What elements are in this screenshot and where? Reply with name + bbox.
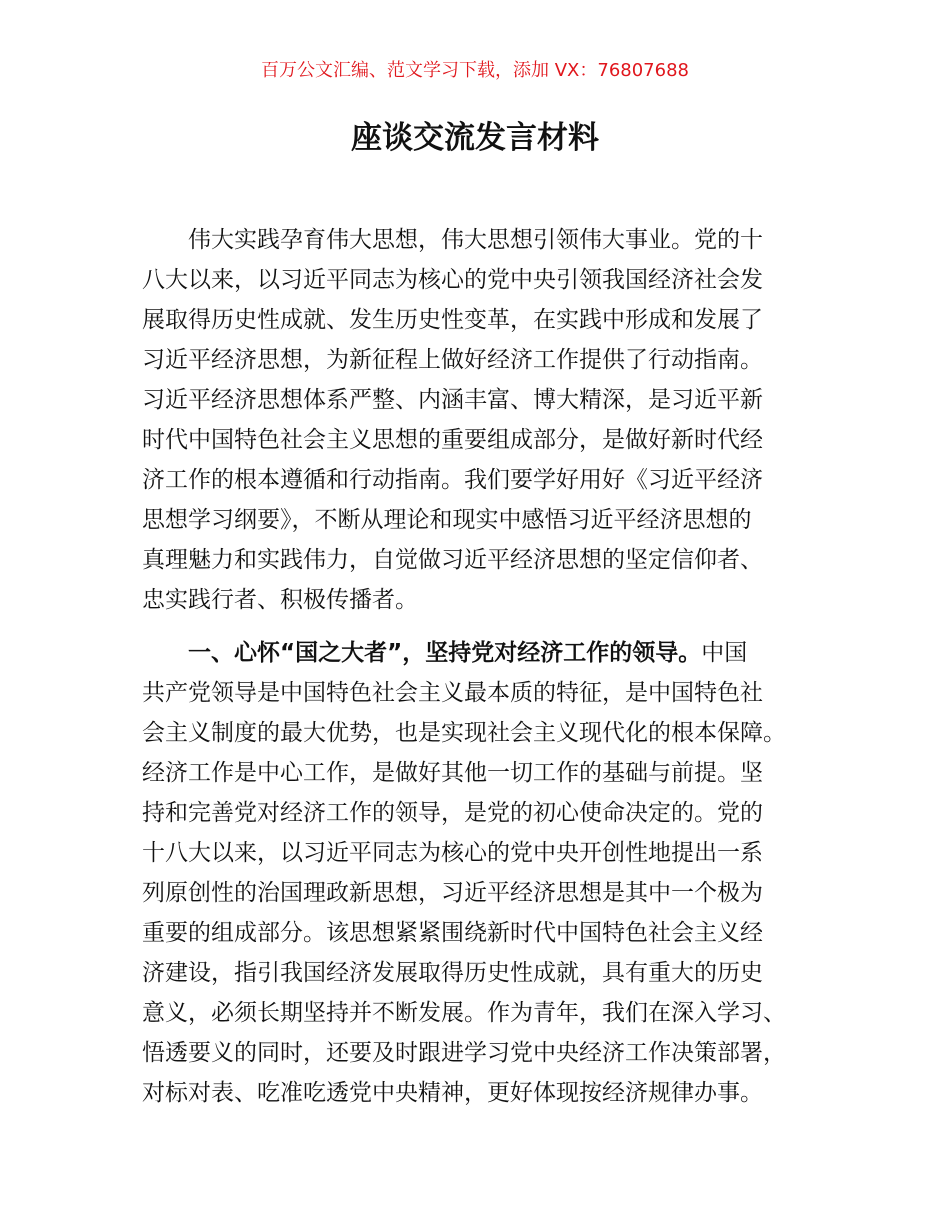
text-line: 共产党领导是中国特色社会主义最本质的特征，是中国特色社 [142,680,763,706]
paragraph-section-1 [142,633,822,1113]
text-line: 列原创性的治国理政新思想，习近平经济思想是其中一个极为 [142,880,763,906]
text-line: 习近平经济思想体系严整、内涵丰富、博大精深，是习近平新 [142,387,763,413]
watermark-header: 百万公文汇编、范文学习下载，添加 VX：76807688 [261,60,689,81]
text-line: 悟透要义的同时，还要及时跟进学习党中央经济工作决策部署， [142,1040,786,1066]
text-line: 时代中国特色社会主义思想的重要组成部分，是做好新时代经 [142,427,763,453]
text-line: 真理魅力和实践伟力，自觉做习近平经济思想的坚定信仰者、 [142,547,763,573]
text-line: 意义，必须长期坚持并不断发展。作为青年，我们在深入学习、 [142,1000,786,1026]
text-line: 忠实践行者、积极传播者。 [142,587,418,613]
document-title: 座谈交流发言材料 [351,120,599,156]
text-line: 八大以来，以习近平同志为核心的党中央引领我国经济社会发 [142,267,763,293]
text-line: 经济工作是中心工作，是做好其他一切工作的基础与前提。坚 [142,760,763,786]
text-line: 对标对表、吃准吃透党中央精神，更好体现按经济规律办事。 [142,1080,763,1106]
text-line: 持和完善党对经济工作的领导，是党的初心使命决定的。党的 [142,800,763,826]
text-line [142,633,822,673]
text-line: 会主义制度的最大优势，也是实现社会主义现代化的根本保障。 [142,720,786,746]
text-line: 十八大以来，以习近平同志为核心的党中央开创性地提出一系 [142,840,763,866]
text-line: 济建设，指引我国经济发展取得历史性成就，具有重大的历史 [142,960,763,986]
text-line: 济工作的根本遵循和行动指南。我们要学好用好《习近平经济 [142,467,763,493]
paragraph-intro [142,220,822,620]
text-line: 重要的组成部分。该思想紧紧围绕新时代中国特色社会主义经 [142,920,763,946]
text-line: 思想学习纲要》，不断从理论和现实中感悟习近平经济思想的 [142,507,752,533]
section-heading: 一、心怀“国之大者”，坚持党对经济工作的领导。 [188,640,702,666]
text-span: 中国 [701,640,748,666]
text-line: 习近平经济思想，为新征程上做好经济工作提供了行动指南。 [142,347,763,373]
text-line: 伟大实践孕育伟大思想，伟大思想引领伟大事业。党的十 [188,227,763,253]
text-line: 展取得历史性成就、发生历史性变革，在实践中形成和发展了 [142,307,763,333]
